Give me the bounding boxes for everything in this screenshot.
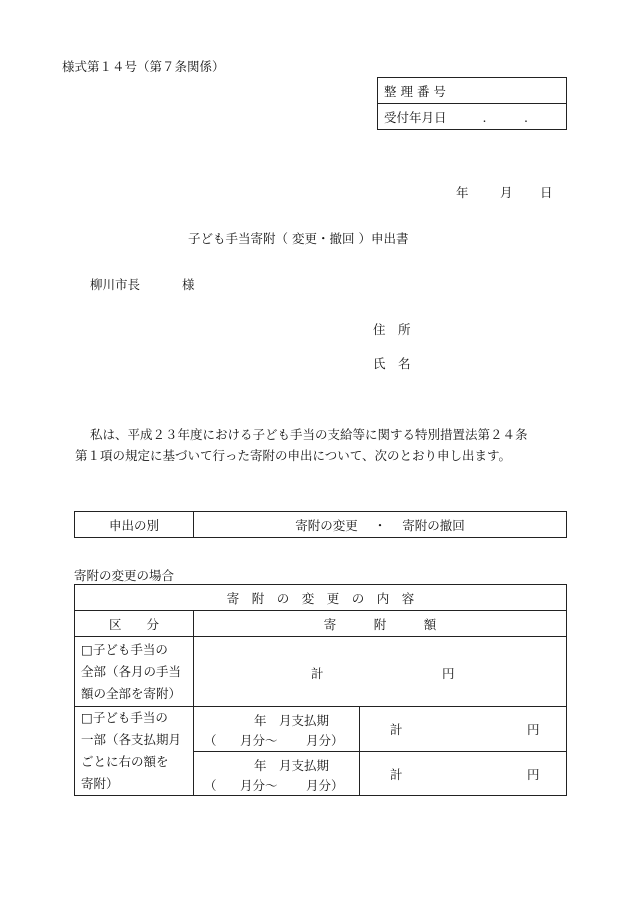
addressee-name: 柳川市長: [90, 277, 141, 292]
row-all-yen: 円: [442, 666, 455, 681]
column-header-amount: 寄 附 額: [194, 611, 567, 637]
request-type-separator: ・: [373, 517, 387, 533]
document-title: 子ども手当寄附（ 変更・撤回 ）申出書: [188, 231, 409, 246]
registration-box: [377, 77, 567, 130]
request-type-change: 寄附の変更: [295, 517, 358, 533]
address-label: 住 所: [373, 322, 411, 337]
change-details-table: [74, 584, 567, 796]
received-date-label: 受付年月日: [384, 109, 447, 125]
date-year: 年: [456, 185, 469, 200]
registration-number-cell: [378, 78, 567, 104]
addressee-honorific: 様: [182, 277, 195, 292]
date-month: 月: [500, 185, 513, 200]
form-number: 様式第１４号（第７条関係）: [62, 59, 225, 74]
row-all-amount: [194, 637, 567, 707]
amount-cell-1: 計 円: [360, 707, 567, 752]
request-type-withdraw: 寄附の撤回: [402, 517, 465, 533]
registration-number-label: 整 理 番 号: [384, 83, 446, 99]
body-line-2: 第１項の規定に基づいて行った寄附の申出について、次のとおり申し出ます。: [75, 448, 512, 463]
row-all-category: □子ども手当の 全部（各月の手当 額の全部を寄附）: [75, 637, 194, 707]
request-type-table: [74, 511, 567, 538]
amount-cell-2: 計 円: [360, 751, 567, 796]
checkbox-partial[interactable]: □: [81, 710, 93, 725]
column-header-category: 区 分: [75, 611, 194, 637]
change-table-title: 寄 附 の 変 更 の 内 容: [75, 585, 567, 611]
request-type-label-cell: [75, 512, 194, 538]
period-cell-2: 年 月支払期 （ 月分～ 月分）: [194, 751, 360, 796]
row-all-total-label: 計: [311, 666, 324, 681]
request-type-options-cell: [194, 512, 567, 538]
received-date-dots: . .: [482, 109, 528, 125]
received-date-cell: [378, 104, 567, 130]
name-label: 氏 名: [373, 356, 411, 371]
date-day: 日: [540, 185, 553, 200]
request-type-label: 申出の別: [108, 517, 159, 533]
change-section-heading: 寄附の変更の場合: [74, 568, 175, 583]
period-cell-1: 年 月支払期 （ 月分～ 月分）: [194, 707, 360, 752]
row-partial-category: □子ども手当の 一部（各支払期月 ごとに右の額を 寄附）: [75, 707, 194, 796]
body-line-1: 私は、平成２３年度における子ども手当の支給等に関する特別措置法第２４条: [90, 427, 528, 442]
checkbox-all[interactable]: □: [81, 641, 93, 657]
